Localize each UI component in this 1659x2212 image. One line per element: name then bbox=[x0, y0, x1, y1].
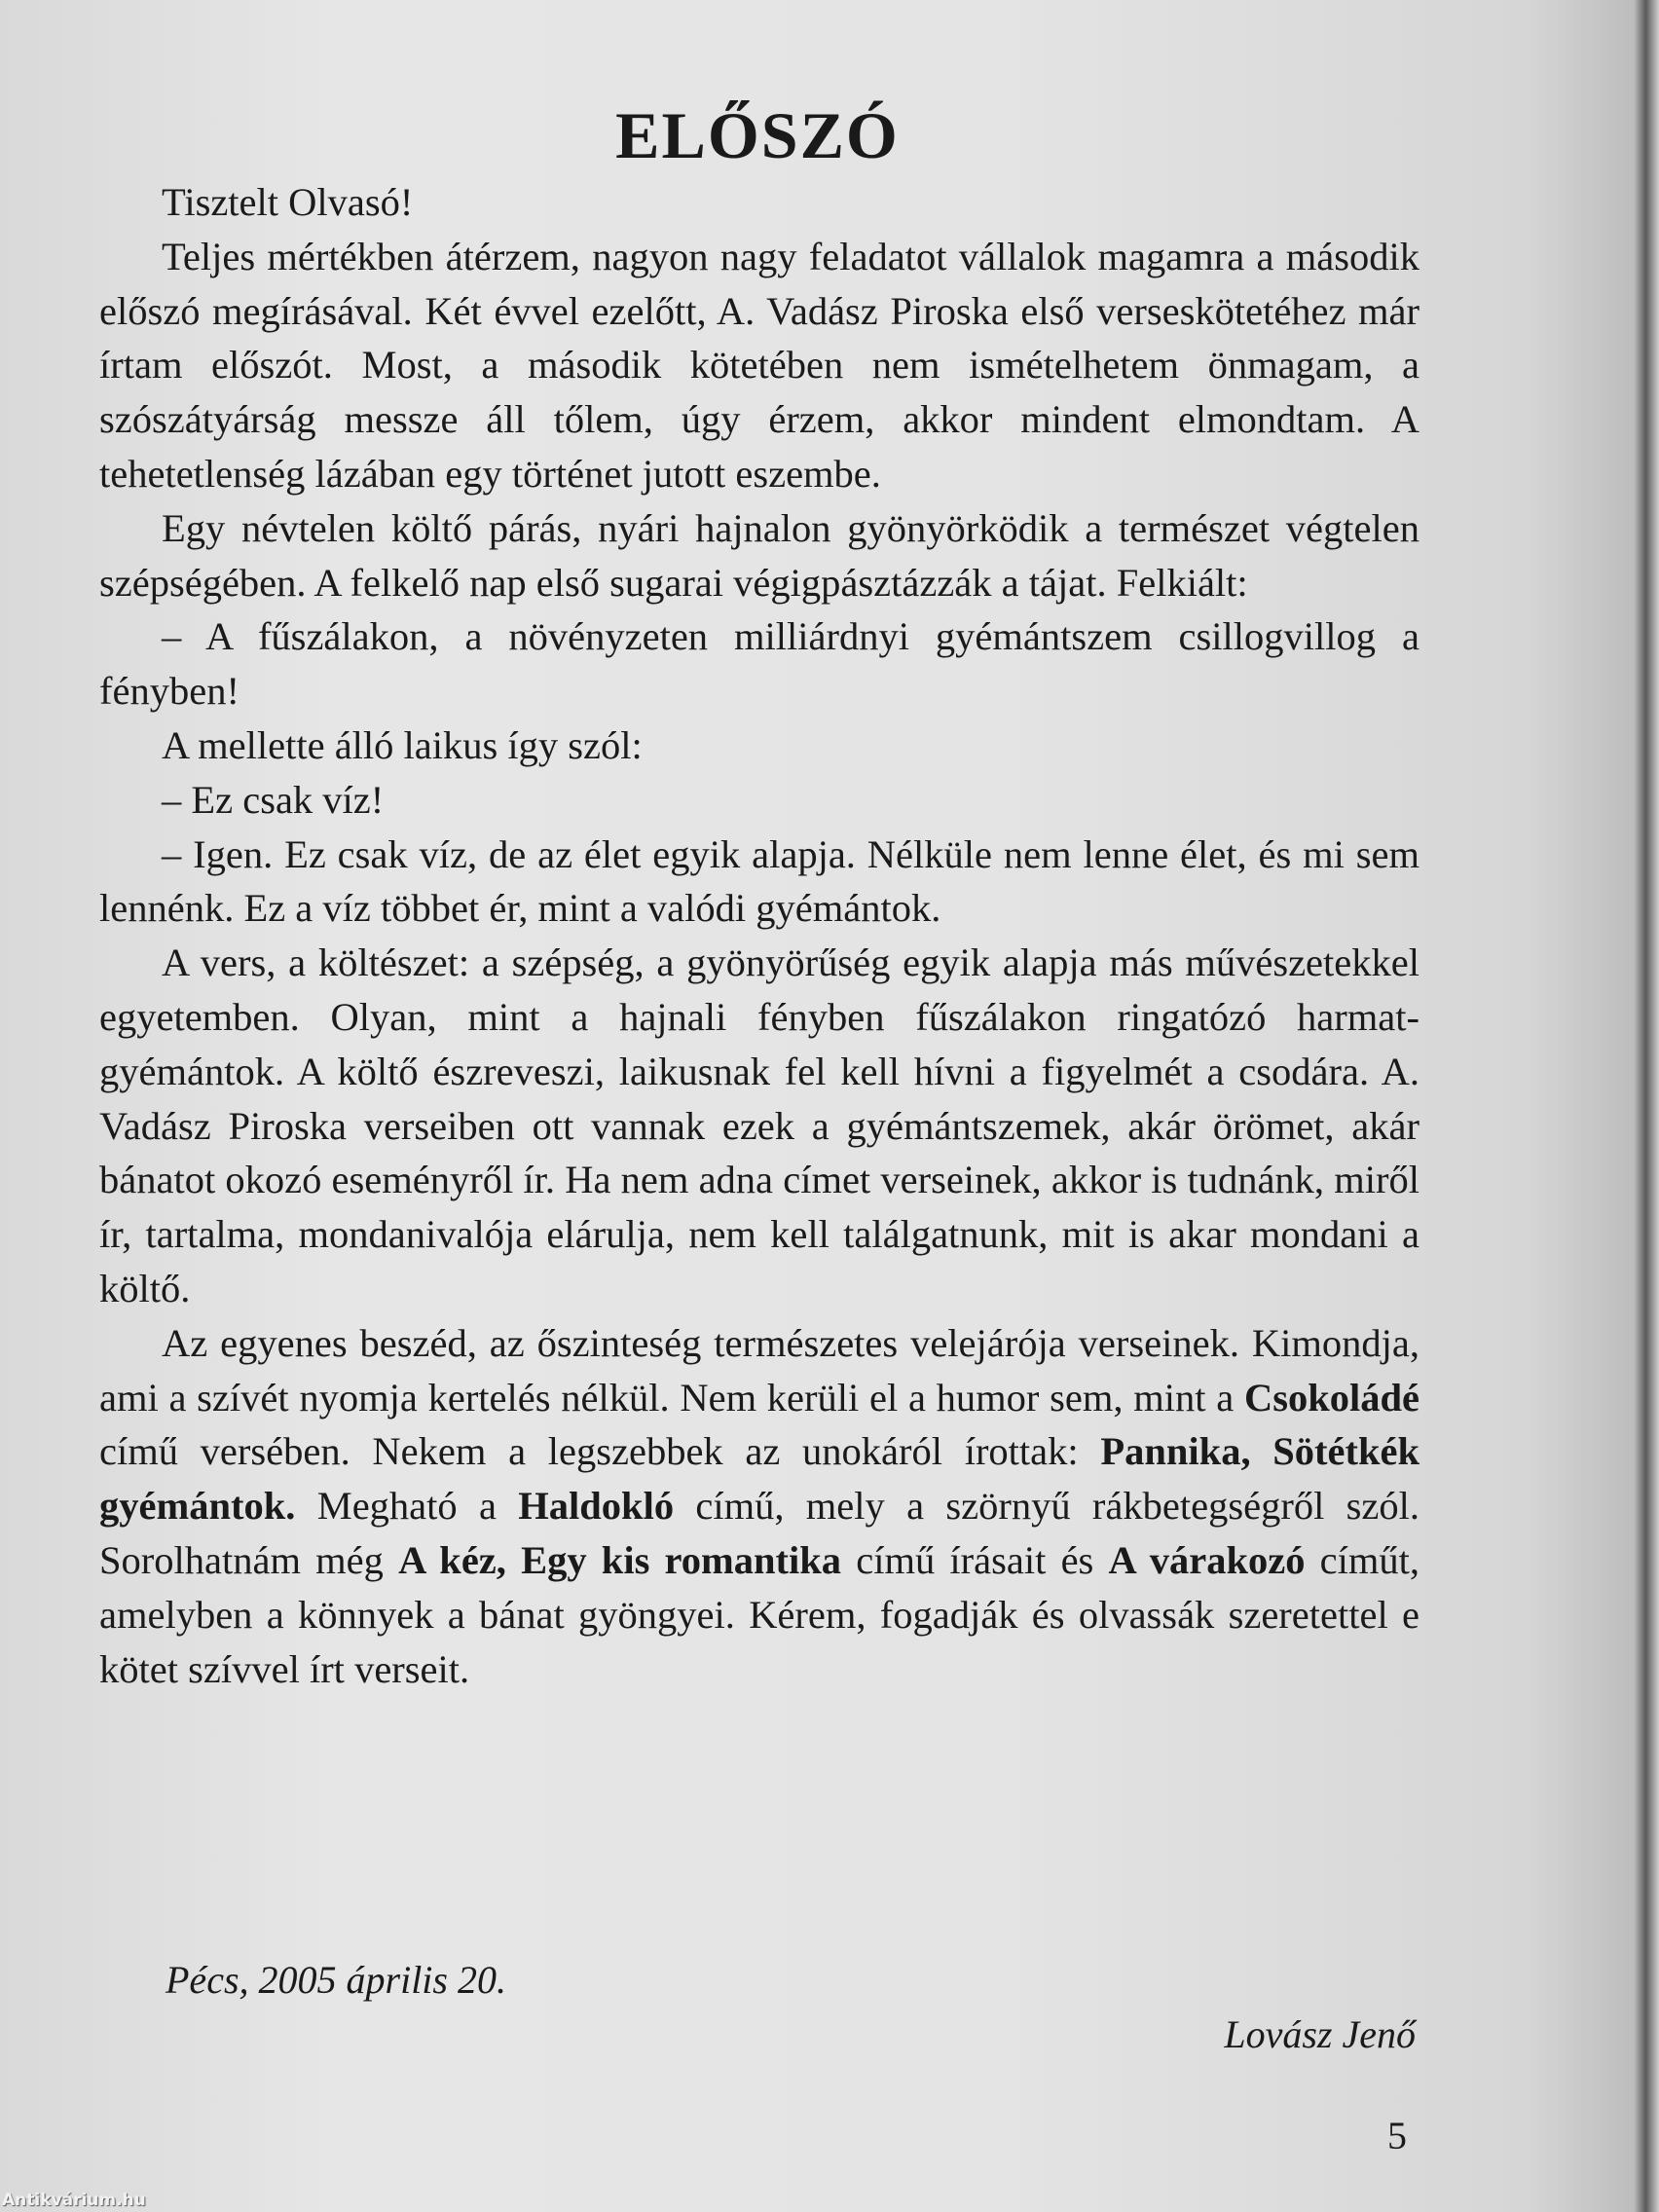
poem-title: Haldokló bbox=[518, 1484, 675, 1529]
author-signature: Lovász Jenő bbox=[1224, 2012, 1416, 2056]
poem-title: Csokoládé bbox=[1243, 1375, 1419, 1419]
text-run: Egy névtelen költő párás, nyári hajnalon gyönyörködik a természet végtelen szépségében. A felkelő nap első sugarai végigpásztázzák a tájat. Felkiált: bbox=[99, 505, 1419, 605]
page-number: 5 bbox=[1387, 2114, 1407, 2157]
poem-title: A kéz, Egy kis romantika bbox=[398, 1537, 842, 1582]
text-run: – Ez csak víz! bbox=[162, 777, 385, 822]
paragraph bbox=[99, 175, 1419, 230]
paragraph bbox=[99, 773, 1419, 828]
paragraph bbox=[99, 230, 1419, 501]
text-run: – Igen. Ez csak víz, de az élet egyik alapja. Nélküle nem lenne élet, és mi sem lennénk. Ez a víz többet ér, mint a valódi gyémántok. bbox=[99, 831, 1419, 931]
date-line: Pécs, 2005 április 20. bbox=[166, 1958, 506, 2002]
text-run: A mellette álló laikus így szól: bbox=[162, 722, 643, 767]
text-run: című írásait és bbox=[841, 1537, 1109, 1582]
text-run: Tisztelt Olvasó! bbox=[162, 180, 414, 224]
paragraph bbox=[99, 719, 1419, 773]
text-run: címűt, amelyben a könnyek a bánat gyöngyei. Kérem, fogadják és olvassák szeretettel e kötet szívvel írt verseit. bbox=[99, 1537, 1420, 1691]
text-run: – A fűszálakon, a növényzeten milliárdnyi gyémántszem csillogvillog a fényben! bbox=[99, 614, 1419, 714]
paragraph bbox=[99, 609, 1419, 719]
text-run: Megható a bbox=[295, 1484, 519, 1529]
watermark: Antikvárium.hu bbox=[2, 2191, 146, 2210]
paragraph bbox=[99, 828, 1419, 937]
text-run: című versében. Nekem a legszebbek az unokáról írottak: bbox=[99, 1429, 1101, 1474]
text-run: című, mely a szörnyű rákbetegségről szól. Sorolhatnám még bbox=[99, 1484, 1419, 1582]
poem-title: Pannika, Sötétkék gyémántok. bbox=[99, 1429, 1420, 1529]
text-run: Az egyenes beszéd, az őszinteség természetes velejárója verseinek. Kimondja, ami a szívét nyomja kertelés nélkül. Nem kerüli el a humor sem, mint a bbox=[99, 1320, 1419, 1419]
poem-title: A várakozó bbox=[1108, 1537, 1306, 1582]
paragraph bbox=[99, 936, 1419, 1316]
foreword-body bbox=[99, 175, 1419, 1696]
text-run: Teljes mértékben átérzem, nagyon nagy feladatot vállalok magamra a második előszó megírásával. Két évvel ezelőtt, A. Vadász Piroska első verseskötetéhez már írtam előszót. Most, a második kötetében nem ismételhetem önmagam, a szószátyárság messze áll tőlem, úgy érzem, akkor mindent elmondtam. A tehetetlenség lázában egy történet jutott eszembe. bbox=[99, 234, 1419, 496]
paragraph bbox=[99, 501, 1419, 610]
page-title: ELŐSZÓ bbox=[615, 98, 900, 172]
paragraph bbox=[99, 1316, 1419, 1697]
text-run: A vers, a költészet: a szépség, a gyönyörűség egyik alapja más művészetekkel egyetemben. Olyan, mint a hajnali fényben fűszálakon ringatózó harmat-gyémántok. A költő észreveszi, laikusnak fel kell hívni a figyelmét a csodára. A. Vadász Piroska verseiben ott vannak ezek a gyémántszemek, akár örömet, akár bánatot okozó eseményről ír. Ha nem adna címet verseinek, akkor is tudnánk, miről ír, tartalma, mondanivalója elárulja, nem kell találgatnunk, mit is akar mondani a költő. bbox=[99, 940, 1419, 1310]
